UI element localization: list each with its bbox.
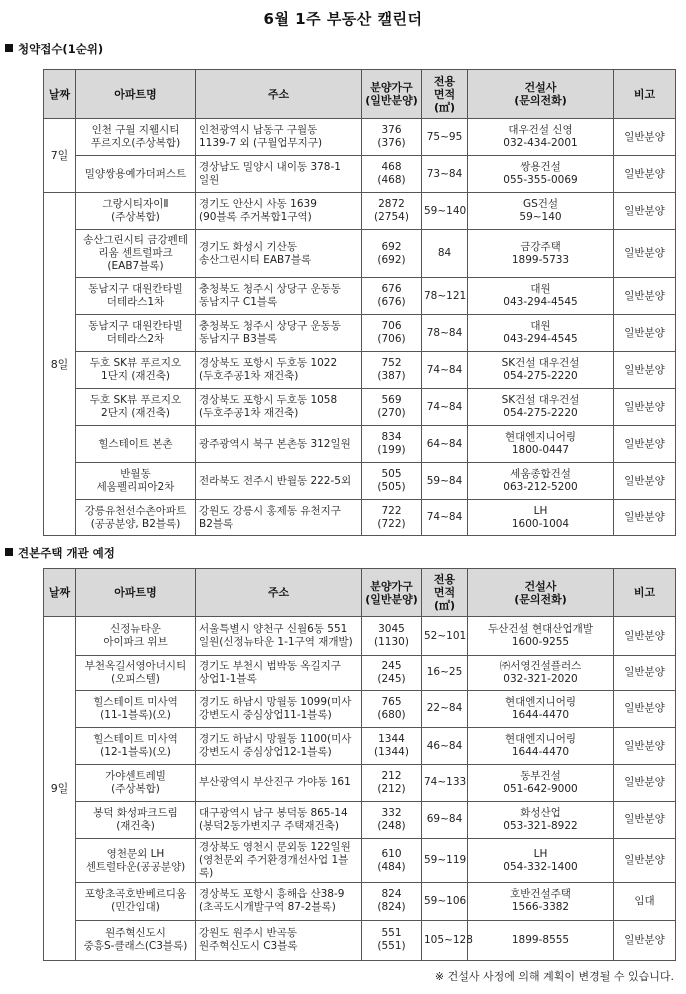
table-row <box>44 765 676 801</box>
area-cell: 59~119 <box>422 838 468 882</box>
note-cell: 일반분양 <box>614 500 676 536</box>
units-cell: 245 (245) <box>362 656 422 690</box>
header-note: 비고 <box>614 569 676 617</box>
builder-cell: 현대엔지니어링 1644-4470 <box>468 727 614 764</box>
units-cell: 332 (248) <box>362 801 422 838</box>
header-apartment: 아파트명 <box>76 569 196 617</box>
area-cell: 105~128 <box>422 920 468 960</box>
units-cell: 376 (376) <box>362 119 422 156</box>
area-cell: 46~84 <box>422 727 468 764</box>
builder-cell: 대원 043-294-4545 <box>468 278 614 315</box>
table-row <box>44 278 676 315</box>
address-cell: 경기도 부천시 범박동 옥길지구 상업1-1블록 <box>196 656 362 690</box>
units-cell: 2872 (2754) <box>362 193 422 230</box>
subscription-table <box>43 69 676 536</box>
apartment-name-cell: 강릉유천선수촌아파트 (공공분양, B2블록) <box>76 500 196 536</box>
table-row <box>44 389 676 426</box>
area-cell: 78~121 <box>422 278 468 315</box>
table-row <box>44 838 676 882</box>
square-bullet-icon <box>5 44 13 52</box>
table-row <box>44 315 676 352</box>
note-cell: 일반분양 <box>614 426 676 463</box>
units-cell: 752 (387) <box>362 352 422 389</box>
address-cell: 강원도 원주시 반곡동 원주혁신도시 C3블록 <box>196 920 362 960</box>
note-cell: 일반분양 <box>614 119 676 156</box>
builder-cell: 세움종합건설 063-212-5200 <box>468 463 614 500</box>
header-note: 비고 <box>614 70 676 119</box>
model-house-table <box>43 568 676 961</box>
builder-cell: 1899-8555 <box>468 920 614 960</box>
apartment-name-cell: 힐스테이트 미사역 (12-1블록)(오) <box>76 727 196 764</box>
builder-cell: LH 1600-1004 <box>468 500 614 536</box>
apartment-name-cell: 신정뉴타운 아이파크 위브 <box>76 617 196 656</box>
header-units: 분양가구 (일반분양) <box>362 569 422 617</box>
header-address: 주소 <box>196 70 362 119</box>
apartment-name-cell: 부천옥길서영아너시티 (오피스텔) <box>76 656 196 690</box>
builder-cell: 화성산업 053-321-8922 <box>468 801 614 838</box>
apartment-name-cell: 동남지구 대원칸타빌 더테라스1차 <box>76 278 196 315</box>
header-address: 주소 <box>196 569 362 617</box>
builder-cell: SK건설 대우건설 054-275-2220 <box>468 352 614 389</box>
units-cell: 834 (199) <box>362 426 422 463</box>
area-cell: 73~84 <box>422 156 468 193</box>
note-cell: 일반분양 <box>614 193 676 230</box>
units-cell: 212 (212) <box>362 765 422 801</box>
apartment-name-cell: 두호 SK뷰 푸르지오 2단지 (재건축) <box>76 389 196 426</box>
apartment-name-cell: 동남지구 대원칸타빌 더테라스2차 <box>76 315 196 352</box>
table-row <box>44 463 676 500</box>
header-area: 전용 면적 (㎡) <box>422 569 468 617</box>
table-row <box>44 617 676 656</box>
address-cell: 부산광역시 부산진구 가야동 161 <box>196 765 362 801</box>
table-row <box>44 801 676 838</box>
units-cell: 722 (722) <box>362 500 422 536</box>
builder-cell: 현대엔지니어링 1800-0447 <box>468 426 614 463</box>
header-area: 전용 면적 (㎡) <box>422 70 468 119</box>
area-cell: 78~84 <box>422 315 468 352</box>
units-cell: 824 (824) <box>362 883 422 920</box>
builder-cell: 대우건설 신영 032-434-2001 <box>468 119 614 156</box>
section-heading-model-house <box>5 545 115 561</box>
apartment-name-cell: 원주혁신도시 중흥S-클래스(C3블록) <box>76 920 196 960</box>
area-cell: 74~84 <box>422 500 468 536</box>
builder-cell: 호반건설주택 1566-3382 <box>468 883 614 920</box>
header-apartment: 아파트명 <box>76 70 196 119</box>
note-cell: 일반분양 <box>614 230 676 278</box>
area-cell: 74~84 <box>422 389 468 426</box>
area-cell: 59~106 <box>422 883 468 920</box>
area-cell: 16~25 <box>422 656 468 690</box>
note-cell: 일반분양 <box>614 315 676 352</box>
footnote: ※ 건설사 사정에 의해 계획이 변경될 수 있습니다. <box>434 970 674 983</box>
apartment-name-cell: 반월동 세움펠리피아2차 <box>76 463 196 500</box>
date-cell: 7일 <box>44 119 76 193</box>
note-cell: 임대 <box>614 883 676 920</box>
units-cell: 692 (692) <box>362 230 422 278</box>
table-row <box>44 119 676 156</box>
area-cell: 74~84 <box>422 352 468 389</box>
table-row <box>44 193 676 230</box>
apartment-name-cell: 힐스테이트 본촌 <box>76 426 196 463</box>
note-cell: 일반분양 <box>614 690 676 727</box>
area-cell: 22~84 <box>422 690 468 727</box>
table-row <box>44 727 676 764</box>
area-cell: 59~140 <box>422 193 468 230</box>
units-cell: 610 (484) <box>362 838 422 882</box>
area-cell: 84 <box>422 230 468 278</box>
note-cell: 일반분양 <box>614 617 676 656</box>
units-cell: 1344 (1344) <box>362 727 422 764</box>
builder-cell: 쌍용건설 055-355-0069 <box>468 156 614 193</box>
area-cell: 64~84 <box>422 426 468 463</box>
address-cell: 경상북도 영천시 문외동 122일원 (영천문외 주거환경개선사업 1블 록) <box>196 838 362 882</box>
area-cell: 74~133 <box>422 765 468 801</box>
address-cell: 경기도 하남시 망월동 1100(미사 강변도시 중심상업12-1블록) <box>196 727 362 764</box>
address-cell: 경상남도 밀양시 내이동 378-1 일원 <box>196 156 362 193</box>
note-cell: 일반분양 <box>614 656 676 690</box>
date-cell: 9일 <box>44 617 76 961</box>
date-cell: 8일 <box>44 193 76 536</box>
builder-cell: 대원 043-294-4545 <box>468 315 614 352</box>
address-cell: 경기도 하남시 망월동 1099(미사 강변도시 중심상업11-1블록) <box>196 690 362 727</box>
header-row <box>44 70 676 119</box>
header-date: 날짜 <box>44 70 76 119</box>
table-row <box>44 156 676 193</box>
units-cell: 706 (706) <box>362 315 422 352</box>
table-row <box>44 426 676 463</box>
note-cell: 일반분양 <box>614 765 676 801</box>
address-cell: 대구광역시 남구 봉덕동 865-14 (봉덕2동가변지구 주택재건축) <box>196 801 362 838</box>
apartment-name-cell: 두호 SK뷰 푸르지오 1단지 (재건축) <box>76 352 196 389</box>
note-cell: 일반분양 <box>614 838 676 882</box>
table-row <box>44 690 676 727</box>
apartment-name-cell: 봉덕 화성파크드림 (재건축) <box>76 801 196 838</box>
section-heading-label: 견본주택 개관 예정 <box>18 546 115 560</box>
apartment-name-cell: 송산그린시티 금강펜테 리움 센트럴파크 (EAB7블록) <box>76 230 196 278</box>
builder-cell: 금강주택 1899-5733 <box>468 230 614 278</box>
note-cell: 일반분양 <box>614 463 676 500</box>
table-row <box>44 883 676 920</box>
page-title: 6월 1주 부동산 캘린더 <box>263 10 423 28</box>
apartment-name-cell: 그랑시티자이Ⅱ (주상복합) <box>76 193 196 230</box>
address-cell: 전라북도 전주시 반월동 222-5외 <box>196 463 362 500</box>
address-cell: 경상북도 포항시 두호동 1058 (두호주공1차 재건축) <box>196 389 362 426</box>
table-row <box>44 500 676 536</box>
address-cell: 충청북도 청주시 상당구 운동동 동남지구 B3블록 <box>196 315 362 352</box>
units-cell: 551 (551) <box>362 920 422 960</box>
note-cell: 일반분양 <box>614 389 676 426</box>
area-cell: 69~84 <box>422 801 468 838</box>
note-cell: 일반분양 <box>614 920 676 960</box>
builder-cell: SK건설 대우건설 054-275-2220 <box>468 389 614 426</box>
builder-cell: GS건설 59~140 <box>468 193 614 230</box>
address-cell: 경상북도 포항시 두호동 1022 (두호주공1차 재건축) <box>196 352 362 389</box>
address-cell: 경기도 화성시 기산동 송산그린시티 EAB7블록 <box>196 230 362 278</box>
table-row <box>44 230 676 278</box>
table-row <box>44 352 676 389</box>
apartment-name-cell: 힐스테이트 미사역 (11-1블록)(오) <box>76 690 196 727</box>
apartment-name-cell: 가야센트레빌 (주상복합) <box>76 765 196 801</box>
address-cell: 강원도 강릉시 홍제동 유천지구 B2블록 <box>196 500 362 536</box>
table-row <box>44 656 676 690</box>
apartment-name-cell: 포항초곡호반베르디움 (민간임대) <box>76 883 196 920</box>
builder-cell: 현대엔지니어링 1644-4470 <box>468 690 614 727</box>
note-cell: 일반분양 <box>614 156 676 193</box>
note-cell: 일반분양 <box>614 727 676 764</box>
area-cell: 75~95 <box>422 119 468 156</box>
address-cell: 경상북도 포항시 흥해읍 산38-9 (초곡도시개발구역 87-2블록) <box>196 883 362 920</box>
builder-cell: LH 054-332-1400 <box>468 838 614 882</box>
address-cell: 광주광역시 북구 본촌동 312일원 <box>196 426 362 463</box>
units-cell: 3045 (1130) <box>362 617 422 656</box>
note-cell: 일반분양 <box>614 801 676 838</box>
header-units: 분양가구 (일반분양) <box>362 70 422 119</box>
address-cell: 충청북도 청주시 상당구 운동동 동남지구 C1블록 <box>196 278 362 315</box>
table-row <box>44 920 676 960</box>
apartment-name-cell: 인천 구월 지웰시티 푸르지오(주상복합) <box>76 119 196 156</box>
area-cell: 59~84 <box>422 463 468 500</box>
note-cell: 일반분양 <box>614 352 676 389</box>
units-cell: 765 (680) <box>362 690 422 727</box>
header-builder: 건설사 (문의전화) <box>468 70 614 119</box>
header-builder: 건설사 (문의전화) <box>468 569 614 617</box>
builder-cell: 두산건설 현대산업개발 1600-9255 <box>468 617 614 656</box>
square-bullet-icon <box>5 548 13 556</box>
units-cell: 676 (676) <box>362 278 422 315</box>
address-cell: 서울특별시 양천구 신월6동 551 일원(신정뉴타운 1-1구역 재개발) <box>196 617 362 656</box>
note-cell: 일반분양 <box>614 278 676 315</box>
section-heading-subscription <box>5 41 103 57</box>
address-cell: 인천광역시 남동구 구월동 1139-7 외 (구월업무지구) <box>196 119 362 156</box>
builder-cell: ㈜서영건설플러스 032-321-2020 <box>468 656 614 690</box>
apartment-name-cell: 영천문외 LH 센트럴타운(공공분양) <box>76 838 196 882</box>
units-cell: 505 (505) <box>362 463 422 500</box>
apartment-name-cell: 밀양쌍용예가더퍼스트 <box>76 156 196 193</box>
header-date: 날짜 <box>44 569 76 617</box>
builder-cell: 동부건설 051-642-9000 <box>468 765 614 801</box>
section-heading-label: 청약접수(1순위) <box>18 42 104 56</box>
area-cell: 52~101 <box>422 617 468 656</box>
units-cell: 569 (270) <box>362 389 422 426</box>
header-row <box>44 569 676 617</box>
address-cell: 경기도 안산시 사동 1639 (90블록 주거복합1구역) <box>196 193 362 230</box>
units-cell: 468 (468) <box>362 156 422 193</box>
